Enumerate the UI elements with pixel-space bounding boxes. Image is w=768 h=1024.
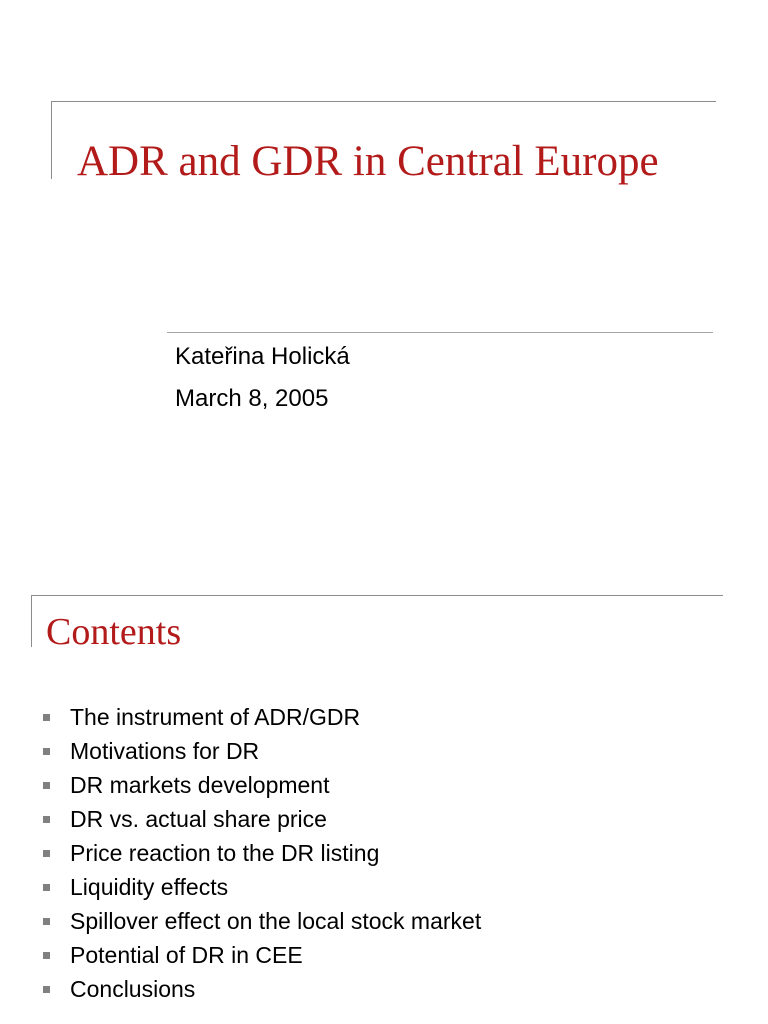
list-item-text: Liquidity effects (70, 874, 229, 900)
slide-title: ADR and GDR in Central Europe (77, 138, 659, 185)
list-item-text: DR vs. actual share price (70, 806, 327, 832)
title-top-rule (51, 101, 716, 102)
square-bullet-icon (43, 816, 50, 823)
contents-title: Contents (46, 611, 182, 653)
square-bullet-icon (43, 986, 50, 993)
list-item-text: Price reaction to the DR listing (70, 840, 380, 866)
contents-top-rule (31, 595, 723, 596)
list-item-text: Conclusions (70, 976, 196, 1002)
list-item-text: Spillover effect on the local stock market (70, 908, 482, 934)
square-bullet-icon (43, 918, 50, 925)
contents-slide (0, 560, 768, 1024)
square-bullet-icon (43, 748, 50, 755)
list-item-text: Potential of DR in CEE (70, 942, 303, 968)
square-bullet-icon (43, 782, 50, 789)
list-item-text: DR markets development (70, 772, 330, 798)
square-bullet-icon (43, 952, 50, 959)
list-item-text: Motivations for DR (70, 738, 260, 764)
square-bullet-icon (43, 850, 50, 857)
contents-left-rule (31, 595, 32, 647)
presentation-date: March 8, 2005 (175, 385, 329, 412)
title-left-rule (51, 101, 52, 179)
subtitle-separator (167, 332, 713, 333)
author-name: Kateřina Holická (175, 343, 350, 370)
square-bullet-icon (43, 714, 50, 721)
list-item-text: The instrument of ADR/GDR (70, 704, 361, 730)
square-bullet-icon (43, 884, 50, 891)
